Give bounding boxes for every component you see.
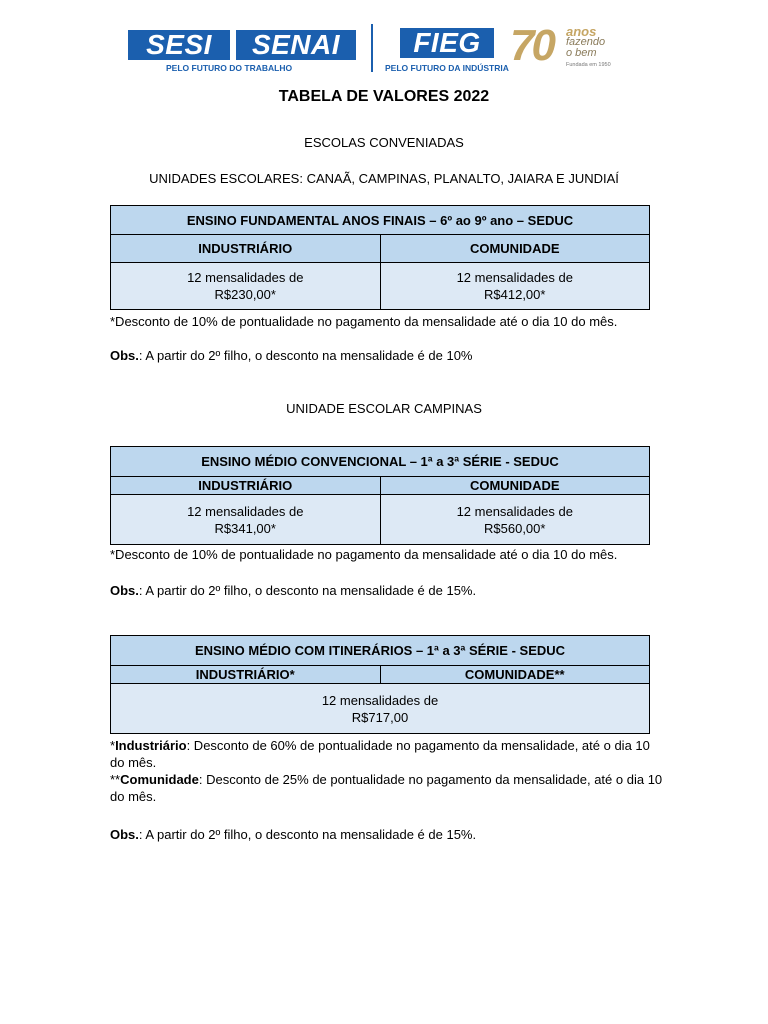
- sesi-logo: SESI: [128, 30, 230, 60]
- table-header: ENSINO FUNDAMENTAL ANOS FINAIS – 6º ao 9º ano – SEDUC: [111, 206, 650, 235]
- section3-note-industriario: [110, 737, 666, 771]
- anniversary-number: 70: [510, 21, 553, 70]
- fieg-logo: FIEG: [400, 28, 494, 58]
- obs-text: : A partir do 2º filho, o desconto na mensalidade é de 15%.: [138, 583, 477, 598]
- subtitle: ESCOLAS CONVENIADAS: [304, 135, 464, 150]
- col-comunidade: COMUNIDADE**: [380, 666, 650, 684]
- page-title: TABELA DE VALORES 2022: [278, 88, 490, 105]
- note-prefix: *: [110, 738, 116, 753]
- fieg-tagline: PELO FUTURO DA INDÚSTRIA: [385, 63, 509, 73]
- section1-units: UNIDADES ESCOLARES: CANAÃ, CAMPINAS, PLANALTO, JAIARA E JUNDIAÍ: [149, 171, 619, 186]
- anniversary-word-2: fazendo: [566, 36, 606, 48]
- section1-footnote: *Desconto de 10% de pontualidade no pagamento da mensalidade até o dia 10 do mês.: [110, 314, 618, 329]
- note-label: Comunidade: [120, 772, 199, 787]
- value-line: 12 mensalidades de: [187, 270, 304, 285]
- obs-label: Obs.: [110, 348, 139, 363]
- section2-obs: [110, 582, 666, 599]
- value-comunidade: [380, 495, 650, 545]
- note-text: : Desconto de 60% de pontualidade no pagamento da mensalidade, até o dia 10 do mês.: [110, 738, 650, 770]
- value-line: 12 mensalidades de: [456, 503, 573, 519]
- founded-text: Fundada em 1950: [566, 62, 611, 68]
- value-price: R$560,00*: [484, 520, 546, 536]
- value-shared: [111, 684, 650, 734]
- obs-text: : A partir do 2º filho, o desconto na mensalidade é de 10%: [138, 348, 473, 363]
- col-industriario: INDUSTRIÁRIO*: [111, 666, 381, 684]
- senai-logo: SENAI: [236, 30, 356, 60]
- value-line: 12 mensalidades de: [456, 270, 573, 285]
- value-industriario: [111, 495, 381, 545]
- anniversary-word-1: anos: [566, 24, 597, 39]
- value-price: R$341,00*: [214, 520, 276, 536]
- value-industriario: [111, 263, 381, 310]
- value-line: 12 mensalidades de: [187, 503, 304, 519]
- anniversary-words: [566, 26, 605, 59]
- header-logos: [0, 0, 768, 80]
- sesi-senai-tagline: PELO FUTURO DO TRABALHO: [166, 63, 293, 73]
- table-fundamental: [110, 205, 650, 310]
- section2-unit: UNIDADE ESCOLAR CAMPINAS: [286, 401, 482, 416]
- logo-divider: [371, 24, 373, 72]
- value-comunidade: [380, 263, 650, 310]
- obs-label: Obs.: [110, 827, 139, 842]
- col-industriario: INDUSTRIÁRIO: [111, 477, 381, 495]
- col-comunidade: COMUNIDADE: [380, 235, 650, 263]
- col-industriario: INDUSTRIÁRIO: [111, 235, 381, 263]
- section2-footnote: *Desconto de 10% de pontualidade no pagamento da mensalidade até o dia 10 do mês.: [110, 547, 618, 562]
- section3-note-comunidade: [110, 771, 666, 805]
- obs-label: Obs.: [110, 583, 139, 598]
- anniversary-word-3: o bem: [566, 47, 597, 59]
- obs-text: : A partir do 2º filho, o desconto na mensalidade é de 15%.: [138, 827, 477, 842]
- value-price: R$717,00: [351, 709, 409, 725]
- table-medio-itinerarios: [110, 635, 650, 734]
- col-comunidade: COMUNIDADE: [380, 477, 650, 495]
- table-medio-convencional: [110, 446, 650, 545]
- value-price: R$230,00*: [214, 287, 276, 302]
- note-prefix: **: [110, 772, 121, 787]
- value-price: R$412,00*: [484, 287, 546, 302]
- table-header: ENSINO MÉDIO COM ITINERÁRIOS – 1ª a 3ª SÉRIE - SEDUC: [111, 636, 650, 666]
- value-line: 12 mensalidades de: [321, 692, 439, 708]
- note-label: Industriário: [115, 738, 187, 753]
- note-text: : Desconto de 25% de pontualidade no pagamento da mensalidade, até o dia 10 do mês.: [110, 772, 663, 804]
- table-header: ENSINO MÉDIO CONVENCIONAL – 1ª a 3ª SÉRIE - SEDUC: [111, 447, 650, 477]
- section1-obs: [110, 347, 666, 364]
- section3-obs: [110, 826, 666, 843]
